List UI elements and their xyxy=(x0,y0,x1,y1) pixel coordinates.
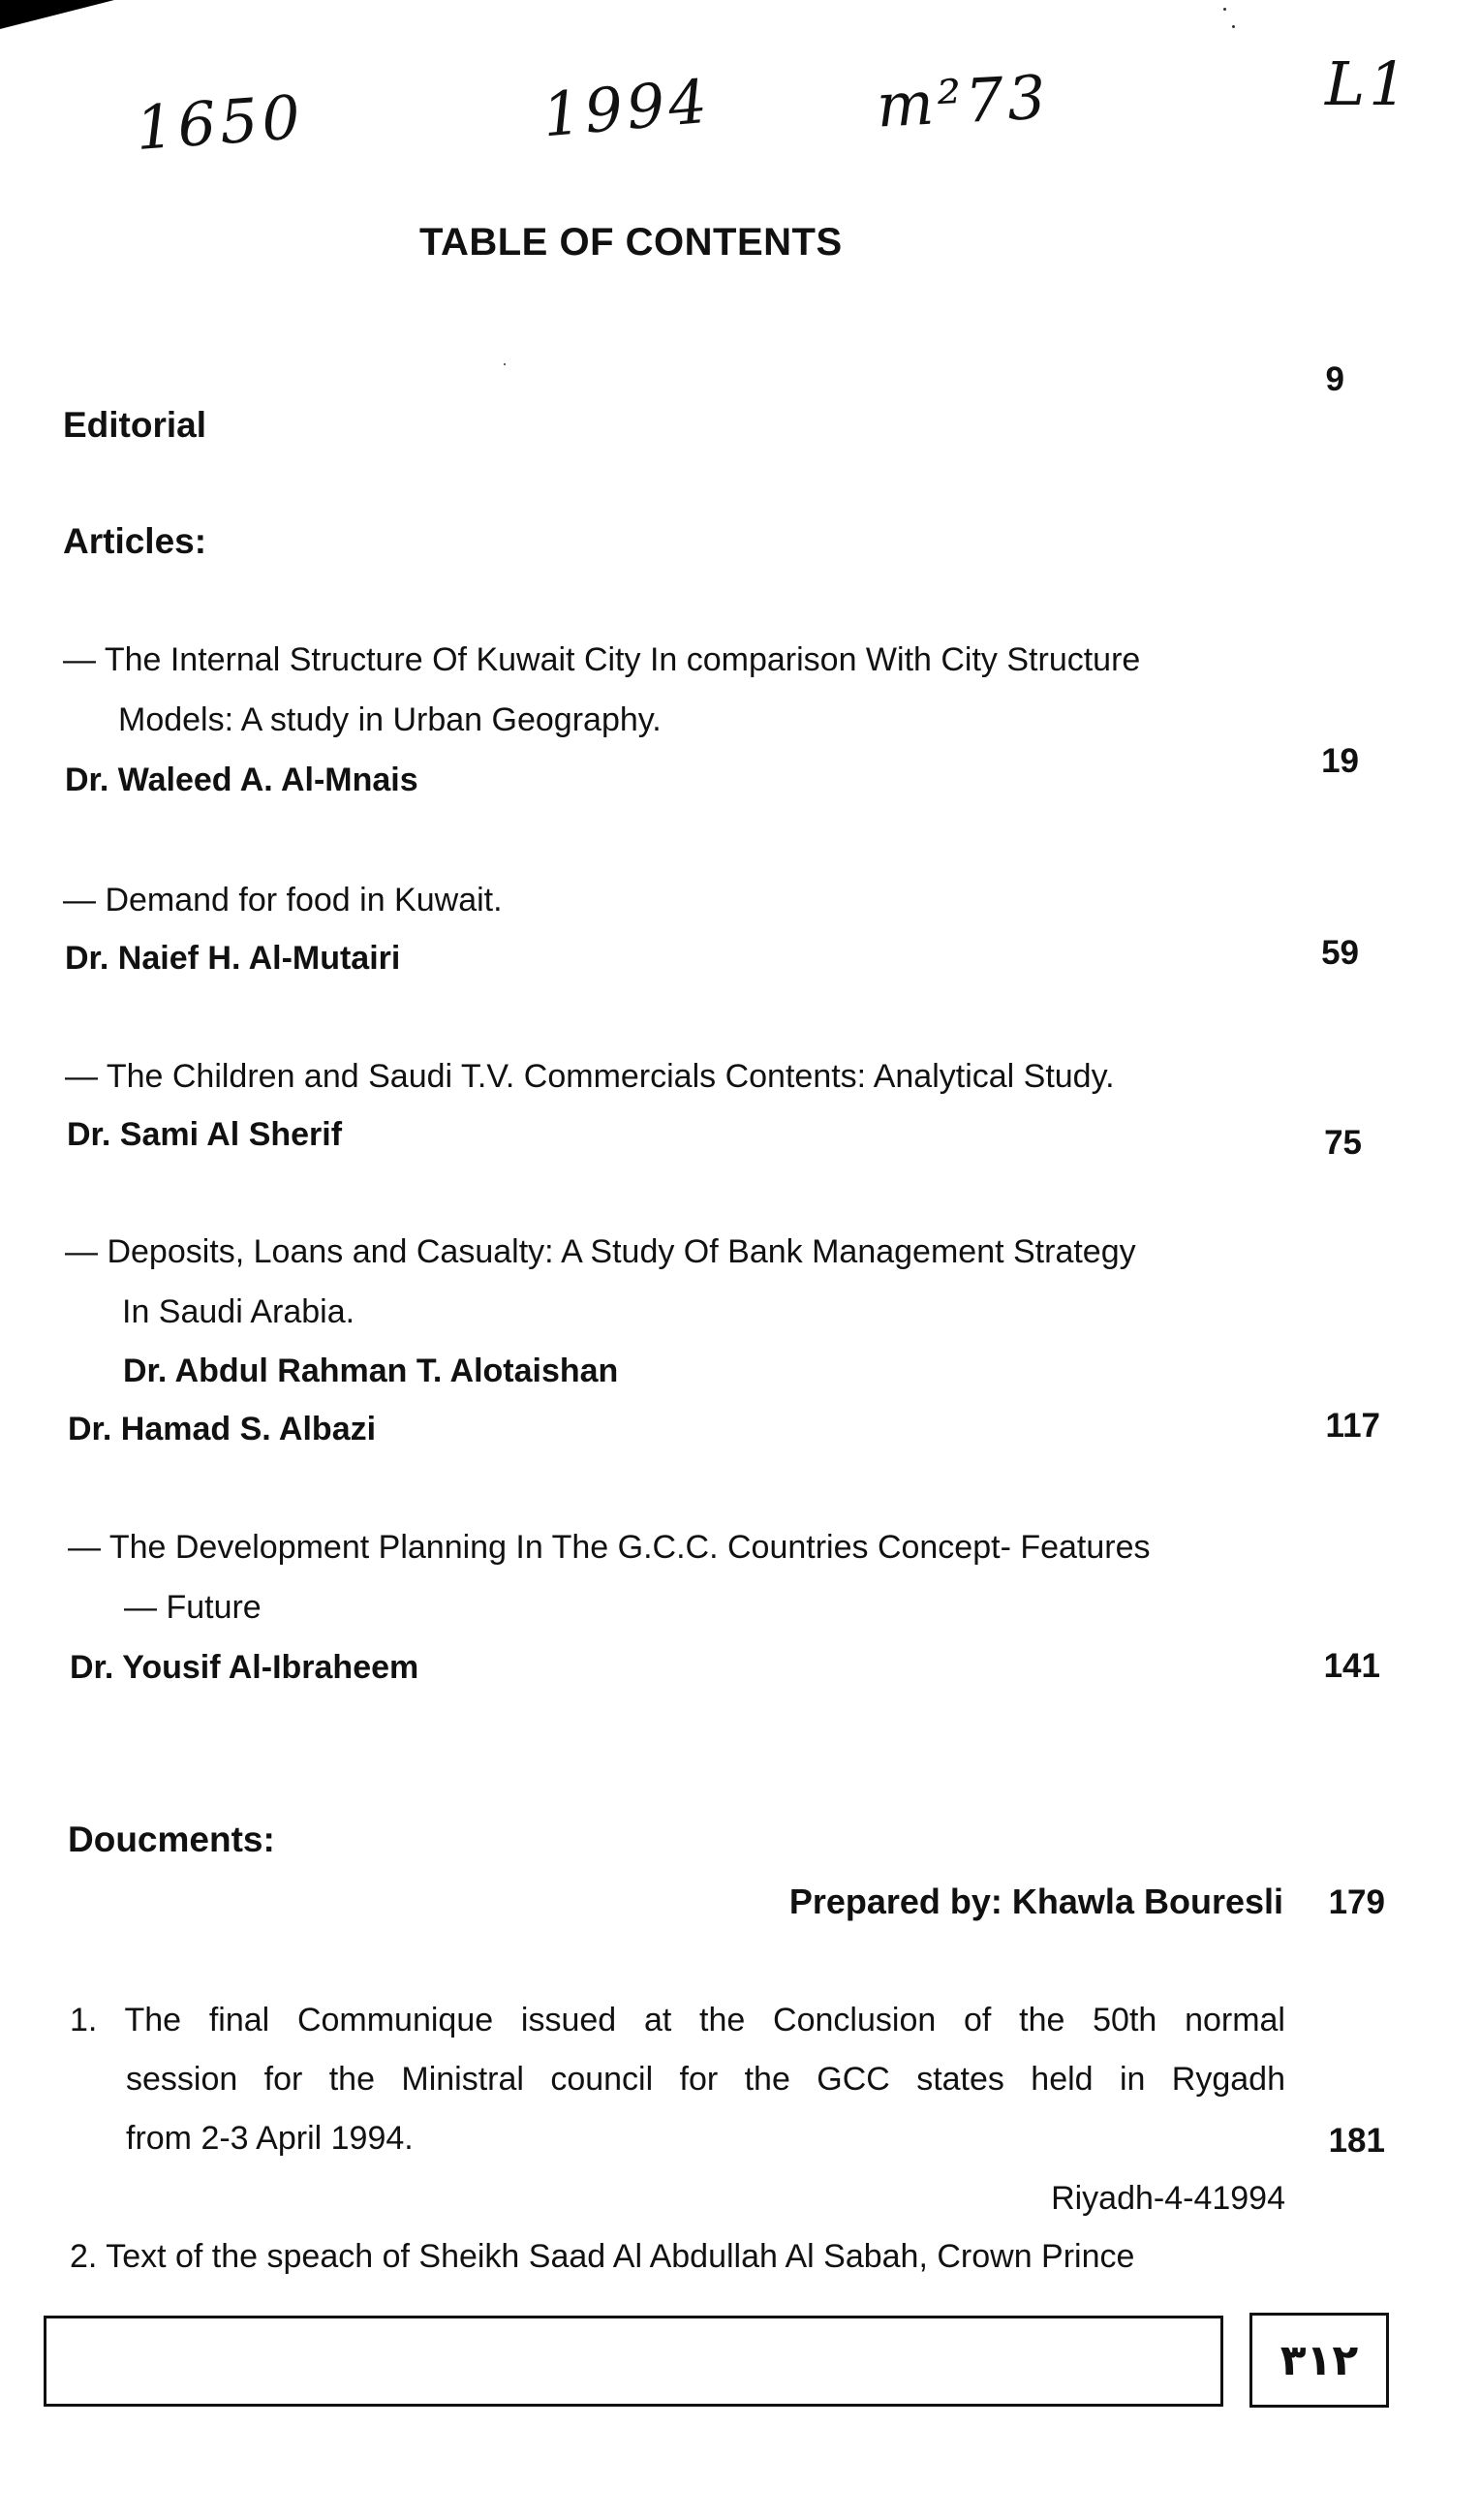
handwritten-note: L1 xyxy=(1325,48,1411,119)
article-author: Dr. Abdul Rahman T. Alotaishan xyxy=(123,1353,619,1389)
scan-speck xyxy=(1232,25,1235,28)
article-author: Dr. Hamad S. Albazi xyxy=(68,1411,377,1447)
article-title-line: In Saudi Arabia. xyxy=(122,1293,355,1330)
article-title-line: Models: A study in Urban Geography. xyxy=(118,701,662,738)
scan-corner-shadow xyxy=(0,0,114,29)
article-title-line: — Deposits, Loans and Casualty: A Study Of Bank Management Strategy xyxy=(65,1233,1136,1270)
document-line: 1. The final Communique issued at the Conclusion of the 50th normal xyxy=(70,2002,1285,2038)
handwritten-note: m²73 xyxy=(875,61,1052,141)
documents-heading: Doucments: xyxy=(68,1820,275,1859)
page-number: 59 xyxy=(1321,934,1359,972)
document-line: from 2-3 April 1994. xyxy=(126,2120,414,2157)
articles-heading: Articles: xyxy=(63,521,207,561)
handwritten-note: 1994 xyxy=(540,65,714,151)
article-title-line: — The Internal Structure Of Kuwait City In comparison With City Structure xyxy=(63,641,1141,678)
editorial-heading: Editorial xyxy=(63,405,207,445)
page-title: TABLE OF CONTENTS xyxy=(419,221,843,264)
document-line: 2. Text of the speach of Sheikh Saad Al Abdullah Al Sabah, Crown Prince xyxy=(70,2238,1135,2275)
page-number: 141 xyxy=(1323,1647,1380,1685)
page-number: 19 xyxy=(1321,742,1359,780)
scan-speck xyxy=(1223,8,1226,11)
scan-speck xyxy=(504,363,506,365)
article-title-line: — The Development Planning In The G.C.C. Countries Concept- Features xyxy=(68,1529,1151,1566)
article-title-line: — The Children and Saudi T.V. Commercials Contents: Analytical Study. xyxy=(65,1058,1115,1095)
article-author: Dr. Sami Al Sherif xyxy=(67,1116,343,1153)
article-author: Dr. Naief H. Al-Mutairi xyxy=(65,940,401,977)
document-line: session for the Ministral council for the GCC states held in Rygadh xyxy=(126,2061,1285,2098)
footer-page-number xyxy=(1249,2313,1389,2408)
footer-box xyxy=(44,2316,1223,2407)
page-number: 181 xyxy=(1328,2122,1385,2160)
handwritten-note: 1650 xyxy=(133,81,307,164)
page-number: 179 xyxy=(1328,1883,1385,1921)
arabic-page-number: ٣١٢ xyxy=(1280,2335,1359,2385)
page-number: 117 xyxy=(1325,1407,1380,1445)
article-author: Dr. Waleed A. Al-Mnais xyxy=(65,762,418,798)
document-place-date: Riyadh-4-41994 xyxy=(1051,2180,1285,2217)
article-author: Dr. Yousif Al-Ibraheem xyxy=(70,1649,419,1686)
article-title-line: — Demand for food in Kuwait. xyxy=(63,882,503,918)
article-title-line: — Future xyxy=(124,1589,262,1626)
documents-prepared-by: Prepared by: Khawla Bouresli xyxy=(788,1882,1283,1921)
page-number: 9 xyxy=(1325,360,1344,398)
page-number: 75 xyxy=(1324,1124,1362,1162)
